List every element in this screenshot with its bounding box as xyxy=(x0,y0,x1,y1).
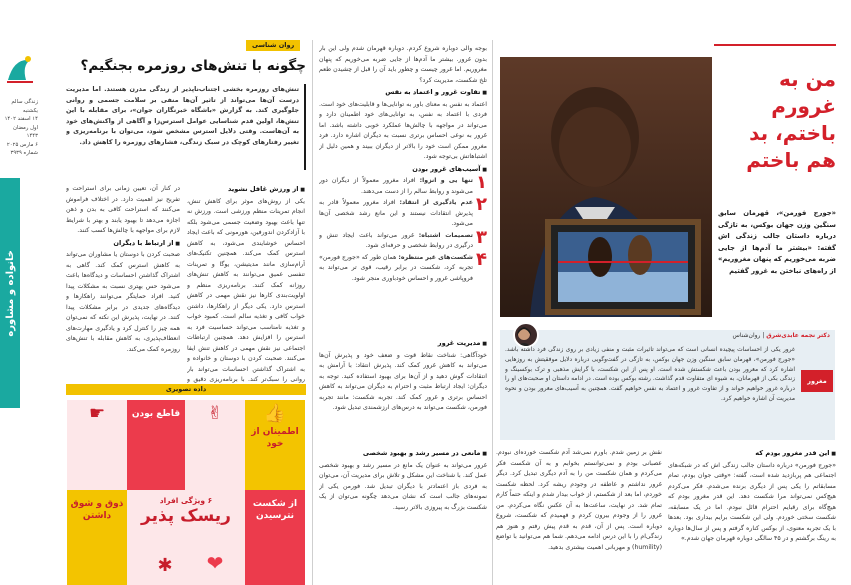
article-column-right xyxy=(187,184,305,384)
article-lead: تنش‌های روزمره بخشی اجتناب‌ناپذیر از زندگی مدرن هستند. اما مدیریت درست آن‌ها می‌تواند از تاثیر آن‌ها منفی بر سلامت جسمی و روانی جلوگیری کند. به گزارش «باشگاه خبرنگاران جوان»، برای مقابله با این تنش‌ها، اولین قدم شناسایی عوامل استرس‌زا و آگاهی از واکنش‌های خود به آن‌هاست. وقتی دلایل استرس مشخص شود، می‌توان با برنامه‌ریزی و تغییر رفتارهای کوچک در سبک زندگی، فشارهای روزمره را کاهش داد. xyxy=(66,84,306,170)
column-body: یکی از روش‌های موثر برای کاهش تنش، انجام تمرینات منظم ورزشی است. ورزش نه تنها باعث بهبود وضعیت جسمی می‌شود بلکه با آزادکردن اندورفین، هورمونی که باعث ایجاد احساس خوشایندی می‌شود، به کاهش استرس کمک می‌کند. همچنین تکنیک‌های آرام‌سازی مانند مدیتیشن، یوگا و تمرینات تنفسی عمیق می‌توانند به کاهش تنش‌های روزانه کمک کنند. برنامه‌ریزی منظم و اولویت‌بندی کارها نیز نقش مهمی در کاهش استرس دارد. یکی دیگر از راهکارها، داشتن خواب کافی و تغذیه سالم است. کمبود خواب و تغذیه نامناسب می‌تواند حساسیت فرد به استرس را افزایش دهد. همچنین ارتباطات اجتماعی نیز نقش مهمی در کاهش تنش ایفا می‌کنند. صحبت کردن با دوستان و خانواده و به اشتراک گذاشتن احساسات می‌تواند بار روانی را سبک‌تر کند. با برنامه‌ریزی دقیق و xyxy=(187,197,305,383)
issue-line: یکشنبه xyxy=(22,107,38,114)
column-subheading: ■ از ورزش غافل نشوید xyxy=(187,184,305,196)
article-title: چگونه با تنش‌های روزمره بجنگیم؟ xyxy=(80,58,306,74)
issue-info xyxy=(2,98,38,158)
column-body: «جورج فورمن» درباره داستان جالب زندگی اش که در شبکه‌های اجتماعی هم پربازدید شده است، گفته: «وقتی جوان بودم، تمام مسابقاتم را یکی پس از دیگری برنده می‌شدم. فکر می‌کردم هیچ‌کس نمی‌تواند مرا شکست دهد. این قدر مغرور بودم که هیچ‌گاه برای رقبایم احترام قائل نبودم. اما در یک مسابقه، شکست سختی خوردم. ولی این شکست برایم بیداری بود. بعدها با یک تجربه معنوی، از بوکس کناره گرفتم و پس از سال‌ها دوباره به رینگ برگشتم و در ۴۵ سالگی دوباره قهرمان جهان شدم.» xyxy=(668,461,836,542)
headline-line: هم باختم xyxy=(746,148,836,172)
feature-headline xyxy=(718,66,836,174)
infographic-item: از شکست نترسیدن xyxy=(245,490,305,585)
section-banner xyxy=(0,178,20,408)
pointing-hand-icon: ☛ xyxy=(88,403,106,424)
column-body: در کنار آن، تعیین زمانی برای استراحت و تفریح نیز اهمیت دارد. در اختلاف فراموش می‌کنند که استراحت کافی به بدن و ذهن اجازه می‌دهد تا بهبود یابند و بهتر با شرایط لازم برای مواجهه با چالش‌ها کسب کنند. xyxy=(66,185,180,234)
article-column-left xyxy=(66,184,180,384)
infographic-title xyxy=(129,496,243,527)
infographic-item xyxy=(67,400,127,490)
harm-point: ۱ تنها یی و انزوا: افراد مغرور معمولاً از دیگران دور می‌شوند و روابط سالم را از دست می‌دهند. xyxy=(319,172,487,195)
column-subheading: ■ مانعی در مسیر رشد و بهبود شخصی xyxy=(319,448,487,460)
heart-icon: ❤ xyxy=(206,551,224,575)
headline-line: من به xyxy=(779,67,836,91)
infographic-tag: داده تصویری xyxy=(66,384,306,395)
lightbulb-icon: ✱ xyxy=(157,554,173,576)
headline-rule xyxy=(714,44,836,46)
thumbs-up-icon: 👍 xyxy=(263,403,287,424)
victory-hand-icon: ✌ xyxy=(207,403,223,424)
column-body: صحبت کردن با دوستان یا مشاوران می‌تواند به کاهش استرس کمک کند. گاهی به اشتراک گذاشتن احساسات و دیدگاه‌ها باعث می‌شود حس بهتری نسبت به مشکلات پیدا کنید. افراد حمایتگر می‌توانند راهکارها و دیدگاه‌های جدیدی در برابر مشکلات پیدا کنند. در نهایت، پذیرش این نکته که نمی‌توان همه چیز را کنترل کرد و یادگیری مهارت‌های انعطاف‌پذیری، به کاهش مقابله با تنش‌های روزمره کمک می‌کند. xyxy=(66,251,180,353)
column-subheading: ■ تفاوت غرور و اعتماد به نفس xyxy=(319,87,487,99)
author-line: دکتر نجمه عابدی‌شرق | روان‌شناس xyxy=(732,332,830,339)
issue-line: اول رمضان ۱۴۴۳ xyxy=(12,124,38,139)
column-subheading: ■ مدیریت غرور xyxy=(319,338,487,350)
column-subheading: ■ آسیب‌های غرور بودن xyxy=(319,164,487,176)
column-subheading: ■ این قدر مغرور بودم که xyxy=(668,448,836,460)
article-middle-bottom xyxy=(319,448,487,583)
byline-body: غرور یکی از احساسات پیچیده انسانی است که می‌تواند تاثیرات مثبت و منفی زیادی بر روی زندگی فرد داشته باشد. «جورج فورمن»، قهرمان سابق سنگین وزن جهان بوکس، به تازگی در گفت‌وگویی درباره دلایل موفقیتش به روزهایی اشاره کرد که مغرور بودن باعث شکستش شده است. او پس از این شکست، با گرایش مذهبی و ترک بوکسینگ و زندگی بکی از قهرمانان، به شیوه ای متفاوت قدم گذاشت. رشته بوکس بوده است. در ادامه داستان او صحبت‌های او را درباره غرور خواهیم خواند و از تفاوت غرور و اعتماد به نفس خواهیم گفت. همچنین به آسیب‌های مغرور بودن و نحوه مدیریت آن اشاره خواهیم کرد. xyxy=(505,347,795,402)
harm-point: ۴ شکست‌های غیر منتظره: همان طور که «جورج فورمن» تجربه کرد، شکست در برابر رقیب، قوی تر می‌تواند به فروپاشی غرور و احساس خودباوری منجر شود. xyxy=(319,248,487,282)
byline-box xyxy=(500,330,835,440)
infographic-title-small: ۶ ویژگی افراد xyxy=(159,496,213,505)
column-body: غرور می‌تواند به عنوان یک مانع در مسیر رشد و بهبود شخصی عمل کند. با شناخت این مشکل و تلاش برای مدیریت آن، می‌توان به فردی باز اعتمادتر با دیگران تبدیل شد. فورمن یکی از نمونه‌های جالب است که نشان می‌دهد چگونه می‌توان از یک شکست بزرگ به پیروزی بالاتر رسید. xyxy=(319,461,487,511)
column-body: بوجه والی دوباره شروع کردم. دوباره قهرمان شدم ولی این بار بدون غرور. بیشتر ما آدم‌ها از جایی ضربه می‌خوریم که پنهان مغروریم. اما غرور چیست و چطور باید آن را قبل از چشیدن طعم تلخ شکست، مدیریت کرد؟ xyxy=(319,45,487,84)
infographic-title-big: ریسک پذیر xyxy=(141,506,231,526)
column-body: اعتماد به نفس به معنای باور به توانایی‌ها و قابلیت‌های خود است. فردی با اعتماد به نفس، به توانایی‌های خود اطمینان دارد و می‌تواند در مواجهه با چالش‌ها عملکرد خوبی داشته باشد. اما غرور به نوعی احساس برتری نسبت به دیگران اشاره دارد. فرد مغرور ممکن است خود را بالاتر از دیگران ببیند و همین دلیل از اشتباهاتش بی‌توجه شود. xyxy=(319,100,487,160)
issue-line: شماره ۳۹۳۹ xyxy=(10,150,38,156)
issue-line: زندگی سالم xyxy=(11,99,38,105)
article-middle-top xyxy=(319,44,487,334)
byline-tag: مغرور xyxy=(801,370,833,392)
column-subheading: ■ از ارتباط با دیگران xyxy=(66,238,180,250)
infographic-item: 👍 اطمینان از خود xyxy=(245,400,305,490)
infographic-item: قاطع بودن xyxy=(127,400,185,490)
column-divider xyxy=(492,40,493,585)
column-body: خودآگاهی: شناخت نقاط قوت و ضعف خود و پذیرش آن‌ها می‌تواند به کاهش غرور کمک کند. پذیرش انتقاد: با آرامش به انتقادات گوش دهید و از آن‌ها برای بهبود استفاده کنید. توجه به دیگران: ایجاد ارتباط مثبت و احترام به دیگران می‌تواند به کاهش احساس برتری و غرور کمک کند. تجربه شکست: مانند تجربه فورمن، شکست می‌تواند به درس‌های ارزشمندی تبدیل شود. xyxy=(319,351,487,411)
author-name: دکتر نجمه عابدی‌شرق xyxy=(766,332,830,339)
issue-line: ۶ مارس ۲۰۲۵ xyxy=(6,141,38,148)
section-banner-label: خانواده و مشاوره xyxy=(4,249,16,337)
column-divider xyxy=(312,40,313,585)
infographic-item xyxy=(185,400,245,490)
issue-line: ۱۴ اسفند ۱۴۰۲ xyxy=(4,116,38,122)
author-avatar xyxy=(513,322,539,348)
article-middle-mid xyxy=(319,338,487,446)
infographic-item: ذوق و شوق داشتن xyxy=(67,490,127,585)
article-tag: روان شناسی xyxy=(246,40,300,51)
headline-line: باختم، بد xyxy=(749,121,836,145)
harm-point: ۳ تصمیمات اشتباه: غرور می‌تواند باعث ایجاد تنش و درگیری در روابط شخصی و حرفه‌ای شود. xyxy=(319,226,487,249)
risk-taker-infographic xyxy=(67,400,305,585)
newspaper-logo xyxy=(4,52,36,88)
author-role: روان‌شناس xyxy=(732,332,761,339)
boxer-photo xyxy=(500,57,712,317)
harm-point: ۲ عدم یادگیری از انتقاد: افراد مغرور معمولاً قادر به پذیرش انتقادات نیستند و این مانع رشد شخصی آن‌ها می‌شود. xyxy=(319,194,487,227)
headline-line: غرورم xyxy=(771,94,836,118)
feature-section xyxy=(668,448,836,583)
feature-section-continued: نقش بر زمین شدم. باورم نمی‌شد آدم شکست خورده‌ای نبودم. عصبانی بودم و نمی‌توانستم بخوابم و به آن شکست فکر می‌کردم و همان شکست من را به آدم دیگری تبدیل کرد. دیگر غرور نداشتم و عاطفه در وجودم ریشه کرد. لحظه شکست خوردم، اما بعد از شکستم، از خواب بیدار شدم و اینکه حتماً کارم تمام شد. در نهایت، ساعت‌ها به آن عکس نگاه می‌کردم. من غرور را از وجودم بیرون کردم و فهمیدم که شکست، شروع دوباره است. پس از آن، قدم به قدم پیش رفتم و هنوز هم زندگی‌ام را با این درس ادامه می‌دهم. شما هم می‌توانید با تواضع (humility) و مهربانی اهمیت بیشتری بدهید. xyxy=(496,449,662,551)
feature-quote: «جورج فورمن»، قهرمان سابق سنگین وزن جهان بوکس، به تازگی درباره داستان جالب زندگی اش گفته: «بیشتر ما آدم‌ها از جایی ضربه می‌خوریم که پنهان مغروریم» از راه‌های نباختن به غرور گفتیم xyxy=(718,209,836,275)
